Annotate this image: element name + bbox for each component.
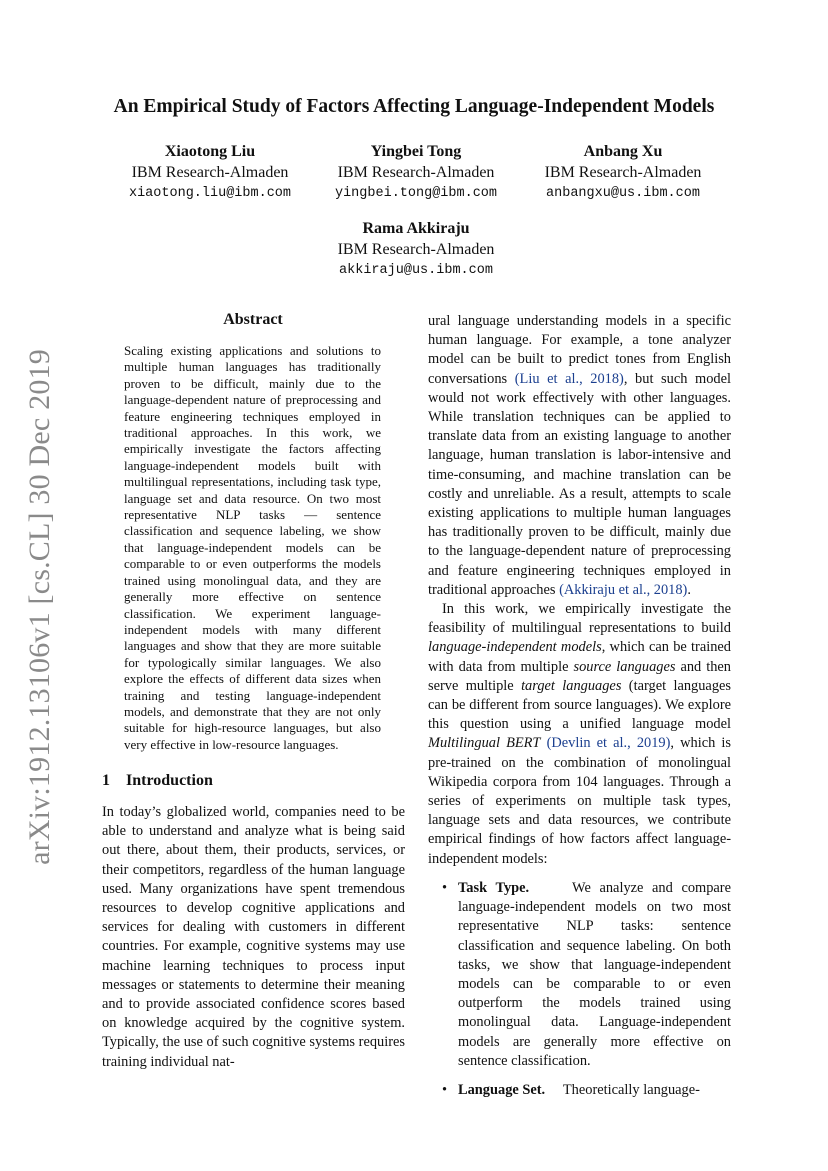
list-item-label: Language Set. — [458, 1081, 546, 1098]
list-item-label: Task Type. — [458, 879, 530, 896]
section-number: 1 — [102, 772, 110, 789]
list-item — [428, 1081, 731, 1100]
author-affiliation: IBM Research-Almaden — [131, 164, 289, 181]
list-item-text: Theoretically language- — [562, 1081, 700, 1098]
abstract-text: Scaling existing applications and solutions to multiple human languages has traditionally proven to be difficult, mainly due to the language-dependent nature of preprocessing and feature engineering techniques employed in traditional approaches. In this work, we empirically investigate the factors affecting language-independent models built with multilingual representations, including task type, language set and data resource. On two most representative NLP tasks — sentence classification and sequence labeling, we show that language-independent models can be comparable to or even outperforms the models trained using monolingual data, and they are generally more effective on sentence classification. We experiment language-independent models with many different languages and show that they are more suitable for typologically similar languages. We also explore the effects of different data sizes when training and testing language-independent models, and demonstrate that they are not only suitable for high-resource languages, but also very effective in low-resource languages. — [124, 343, 381, 752]
arxiv-stamp: arXiv:1912.13106v1 [cs.CL] 30 Dec 2019 — [23, 349, 56, 865]
author-affiliation: IBM Research-Almaden — [337, 241, 495, 258]
paper-title: An Empirical Study of Factors Affecting Language-Independent Models — [113, 96, 715, 117]
author-email: xiaotong.liu@ibm.com — [128, 186, 292, 201]
intro-paragraph: ural language understanding models in a specific human language. For example, a tone analyzer model can be built to predict tones from English conversations (Liu et al., 2018), but such model would not work effectively with other languages. While translation techniques can be applied to translate data from an existing language to another language, human translation is labor-intensive and time-consuming, and machine translation can be costly and unreliable. As a result, attempts to scale existing applications to multiple human languages has traditionally proven to be difficult, mainly due to the language-dependent nature of preprocessing and feature engineering techniques employed in traditional approaches (Akkiraju et al., 2018). — [428, 313, 731, 598]
list-item — [428, 879, 731, 1071]
section-title: Introduction — [126, 772, 213, 789]
author-name: Xiaotong Liu — [164, 143, 256, 160]
author-name: Yingbei Tong — [370, 143, 462, 160]
author-block — [296, 141, 536, 204]
author-affiliation: IBM Research-Almaden — [337, 164, 495, 181]
author-block — [296, 218, 536, 281]
citation-link[interactable]: (Akkiraju et al., 2018) — [559, 581, 688, 598]
citation-link[interactable]: (Devlin et al., 2019) — [546, 735, 671, 752]
author-block — [503, 141, 743, 204]
author-email: yingbei.tong@ibm.com — [334, 186, 498, 201]
section-heading — [102, 772, 213, 790]
author-block — [90, 141, 330, 204]
list-item-text: We analyze and compare language-independent models on two most representative NLP tasks: sentence classification and sequence labeling. On both tasks, we show that language-independent models can be comparable to or even outperform the models trained using monolingual data. Language-independent models are generally more effective on sentence classification. — [458, 879, 731, 1069]
bullet-icon: • — [442, 1081, 448, 1098]
author-name: Anbang Xu — [583, 143, 663, 160]
author-email: akkiraju@us.ibm.com — [339, 263, 493, 278]
intro-left-column: In today’s globalized world, companies need to be able to understand and analyze what is being said out there, about them, their products, services, or their competitors, regardless of the human language used. Many organizations have spent tremendous resources to develop cognitive applications and services for dealing with customers in different countries. For example, cognitive systems may use machine learning techniques to process input messages or statements to determine their meaning and to provide associated confidence scores based on knowledge acquired by the cognitive system. Typically, the use of such cognitive systems requires training individual nat- — [102, 804, 405, 1070]
author-affiliation: IBM Research-Almaden — [544, 164, 702, 181]
intro-right-column — [428, 312, 731, 1110]
intro-paragraph: In this work, we empirically investigate the feasibility of multilingual representations to build language-independent models, which can be trained with data from multiple source languages and then serve multiple target languages (target languages can be different from source languages). We explore this question using a unified language model Multilingual BERT (Devlin et al., 2019), which is pre-trained on the combination of monolingual Wikipedia corpora from 104 languages. Through a series of experiments on multiple task types, language sets and data resources, we contribute empirical findings of how factors affect language-independent models: — [428, 601, 732, 867]
abstract-heading: Abstract — [223, 311, 283, 328]
author-email: anbangxu@us.ibm.com — [546, 186, 700, 201]
author-name: Rama Akkiraju — [362, 220, 470, 237]
citation-link[interactable]: (Liu et al., 2018) — [514, 370, 624, 387]
bullet-icon: • — [442, 879, 448, 896]
findings-list — [428, 879, 731, 1100]
